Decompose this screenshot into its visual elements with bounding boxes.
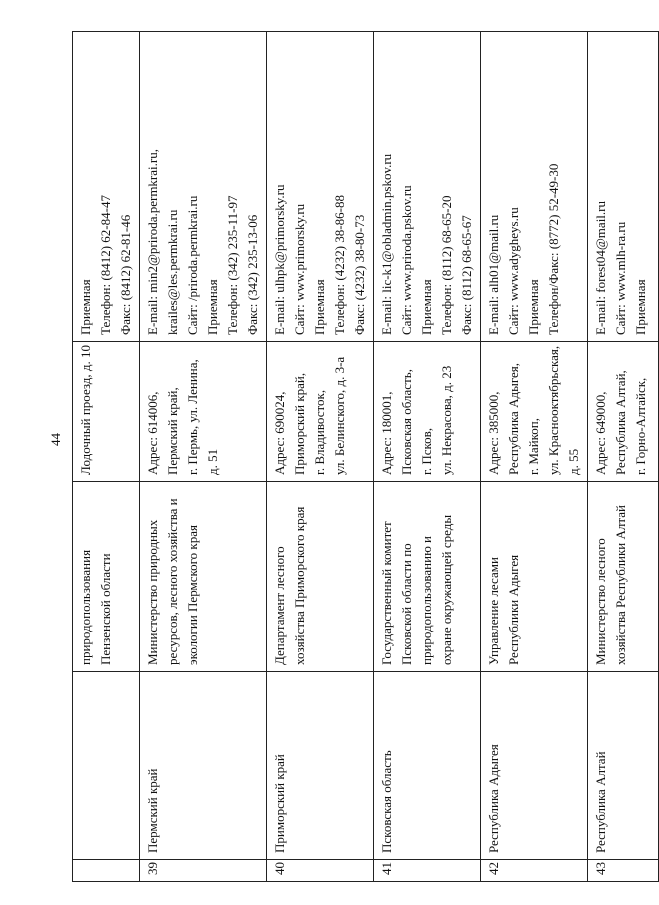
text-line: Факс: (342) 235-13-06 <box>245 214 260 335</box>
text-line: Телефон: (8112) 68-65-20 <box>439 195 454 335</box>
organization-cell <box>374 482 481 672</box>
text-line: Приемная <box>526 279 541 335</box>
text-line: ресурсов, лесного хозяйства и <box>165 498 180 665</box>
text-line: Адрес: 614006, <box>145 391 160 475</box>
text-line: Министерство природных <box>145 519 160 665</box>
text-line: Сайт: www.adygheys.ru <box>506 207 521 335</box>
text-line: ул. Белинского, д. 3-а <box>332 356 347 475</box>
text-line: Сайт: /priroda.permkrai.ru <box>185 195 200 335</box>
region-cell <box>140 672 267 860</box>
address-cell <box>374 342 481 482</box>
text-line: Приемная <box>312 279 327 335</box>
region-cell <box>73 672 140 860</box>
text-line: Пермский край <box>145 768 160 853</box>
text-line: Приемная <box>78 279 93 335</box>
table-row <box>588 32 659 882</box>
text-line: Республика Адыгея <box>486 744 501 853</box>
table-row <box>374 32 481 882</box>
text-line: ул. Некрасова, д. 23 <box>439 365 454 475</box>
text-line: Республики Адыгея <box>506 554 521 665</box>
text-line: Псковская область <box>379 750 394 853</box>
text-line: Адрес: 385000, <box>486 391 501 475</box>
address-cell <box>73 342 140 482</box>
text-line: г. Владивосток, <box>312 389 327 475</box>
row-number-cell: 39 <box>140 860 267 882</box>
text-line: Управление лесами <box>486 557 501 665</box>
text-line: Лодочный проезд, д. 10 <box>78 344 93 475</box>
text-line: Телефон: (342) 235-11-97 <box>225 195 240 335</box>
text-line: д. 55 <box>566 448 581 475</box>
text-line: г. Пермь, ул. Ленина, <box>185 359 200 475</box>
contacts-table <box>72 31 659 882</box>
text-line: Адрес: 649000, <box>593 391 608 475</box>
text-line: E-mail: lic-k1@obladmin.pskov.ru <box>379 153 394 335</box>
text-line: природопользованию и <box>419 536 434 665</box>
table-row <box>73 32 140 882</box>
text-line: г. Горно-Алтайск, <box>633 377 648 475</box>
address-cell <box>140 342 267 482</box>
text-line: д. 51 <box>205 448 220 475</box>
organization-cell <box>140 482 267 672</box>
contacts-cell <box>374 32 481 342</box>
text-line: Республика Алтай <box>593 751 608 853</box>
text-line: Псковская область, <box>399 369 414 475</box>
text-line: Телефон/Факс: (8772) 52-49-30 <box>546 163 561 335</box>
text-line: E-mail: forest04@mail.ru <box>593 201 608 335</box>
text-line: Приемная <box>205 279 220 335</box>
text-line: Государственный комитет <box>379 521 394 665</box>
text-line: Пермский край, <box>165 387 180 475</box>
text-line: Адрес: 180001, <box>379 391 394 475</box>
text-line: krailes@les.permkrai.ru <box>165 209 180 335</box>
text-line: Сайт: www.mlh-ra.ru <box>613 221 628 335</box>
rotated-page-area <box>72 32 648 882</box>
text-line: Приморский край <box>272 754 287 853</box>
address-cell <box>481 342 588 482</box>
text-line: Факс: (8112) 68-65-67 <box>459 215 474 335</box>
region-cell <box>267 672 374 860</box>
text-line: E-mail: alh01@mail.ru <box>486 214 501 335</box>
text-line: охране окружающей среды <box>439 514 454 665</box>
text-line: Департамент лесного <box>272 546 287 665</box>
text-line: экологии Пермского края <box>185 525 200 665</box>
organization-cell <box>73 482 140 672</box>
row-number-cell: 41 <box>374 860 481 882</box>
row-number-cell: 42 <box>481 860 588 882</box>
text-line: г. Майкоп, <box>526 417 541 475</box>
organization-cell <box>588 482 659 672</box>
contacts-cell <box>140 32 267 342</box>
text-line: г. Псков, <box>419 427 434 475</box>
table-row <box>267 32 374 882</box>
address-cell <box>267 342 374 482</box>
text-line: Сайт: www.primorsky.ru <box>292 203 307 335</box>
text-line: Приемная <box>633 279 648 335</box>
text-line: Пензенской области <box>98 553 113 665</box>
text-line: Приемная <box>419 279 434 335</box>
text-line: природопользования <box>78 549 93 665</box>
page-number: 44 <box>48 433 63 446</box>
contacts-cell <box>73 32 140 342</box>
row-number-cell: 43 <box>588 860 659 882</box>
text-line: хозяйства Республики Алтай <box>613 505 628 665</box>
text-line: Псковской области по <box>399 543 414 665</box>
organization-cell <box>481 482 588 672</box>
text-line: Сайт: www.priroda.pskov.ru <box>399 185 414 335</box>
contacts-cell <box>267 32 374 342</box>
text-line: Республика Алтай, <box>613 370 628 475</box>
text-line: ул. Краснооктябрьская, <box>546 345 561 475</box>
text-line: Приморский край, <box>292 372 307 475</box>
organization-cell <box>267 482 374 672</box>
address-cell <box>588 342 659 482</box>
row-number-cell <box>73 860 140 882</box>
text-line: Телефон: (8412) 62-84-47 <box>98 195 113 335</box>
text-line: E-mail: ulhpk@primorsky.ru <box>272 184 287 335</box>
table-row <box>481 32 588 882</box>
text-line: Телефон: (4232) 38-86-88 <box>332 195 347 335</box>
text-line: Министерство лесного <box>593 538 608 665</box>
table-body <box>73 32 659 882</box>
text-line: Адрес: 690024, <box>272 391 287 475</box>
text-line: Республика Адыгея, <box>506 363 521 475</box>
text-line: E-mail: min2@priroda.permkrai.ru, <box>145 149 160 335</box>
contacts-cell <box>481 32 588 342</box>
region-cell <box>588 672 659 860</box>
text-line: хозяйства Приморского края <box>292 506 307 665</box>
rotated-content <box>72 32 648 882</box>
row-number-cell: 40 <box>267 860 374 882</box>
region-cell <box>374 672 481 860</box>
contacts-cell <box>588 32 659 342</box>
text-line: Факс: (4232) 38-80-73 <box>352 214 367 335</box>
table-row <box>140 32 267 882</box>
text-line: Факс: (8412) 62-81-46 <box>118 214 133 335</box>
region-cell <box>481 672 588 860</box>
